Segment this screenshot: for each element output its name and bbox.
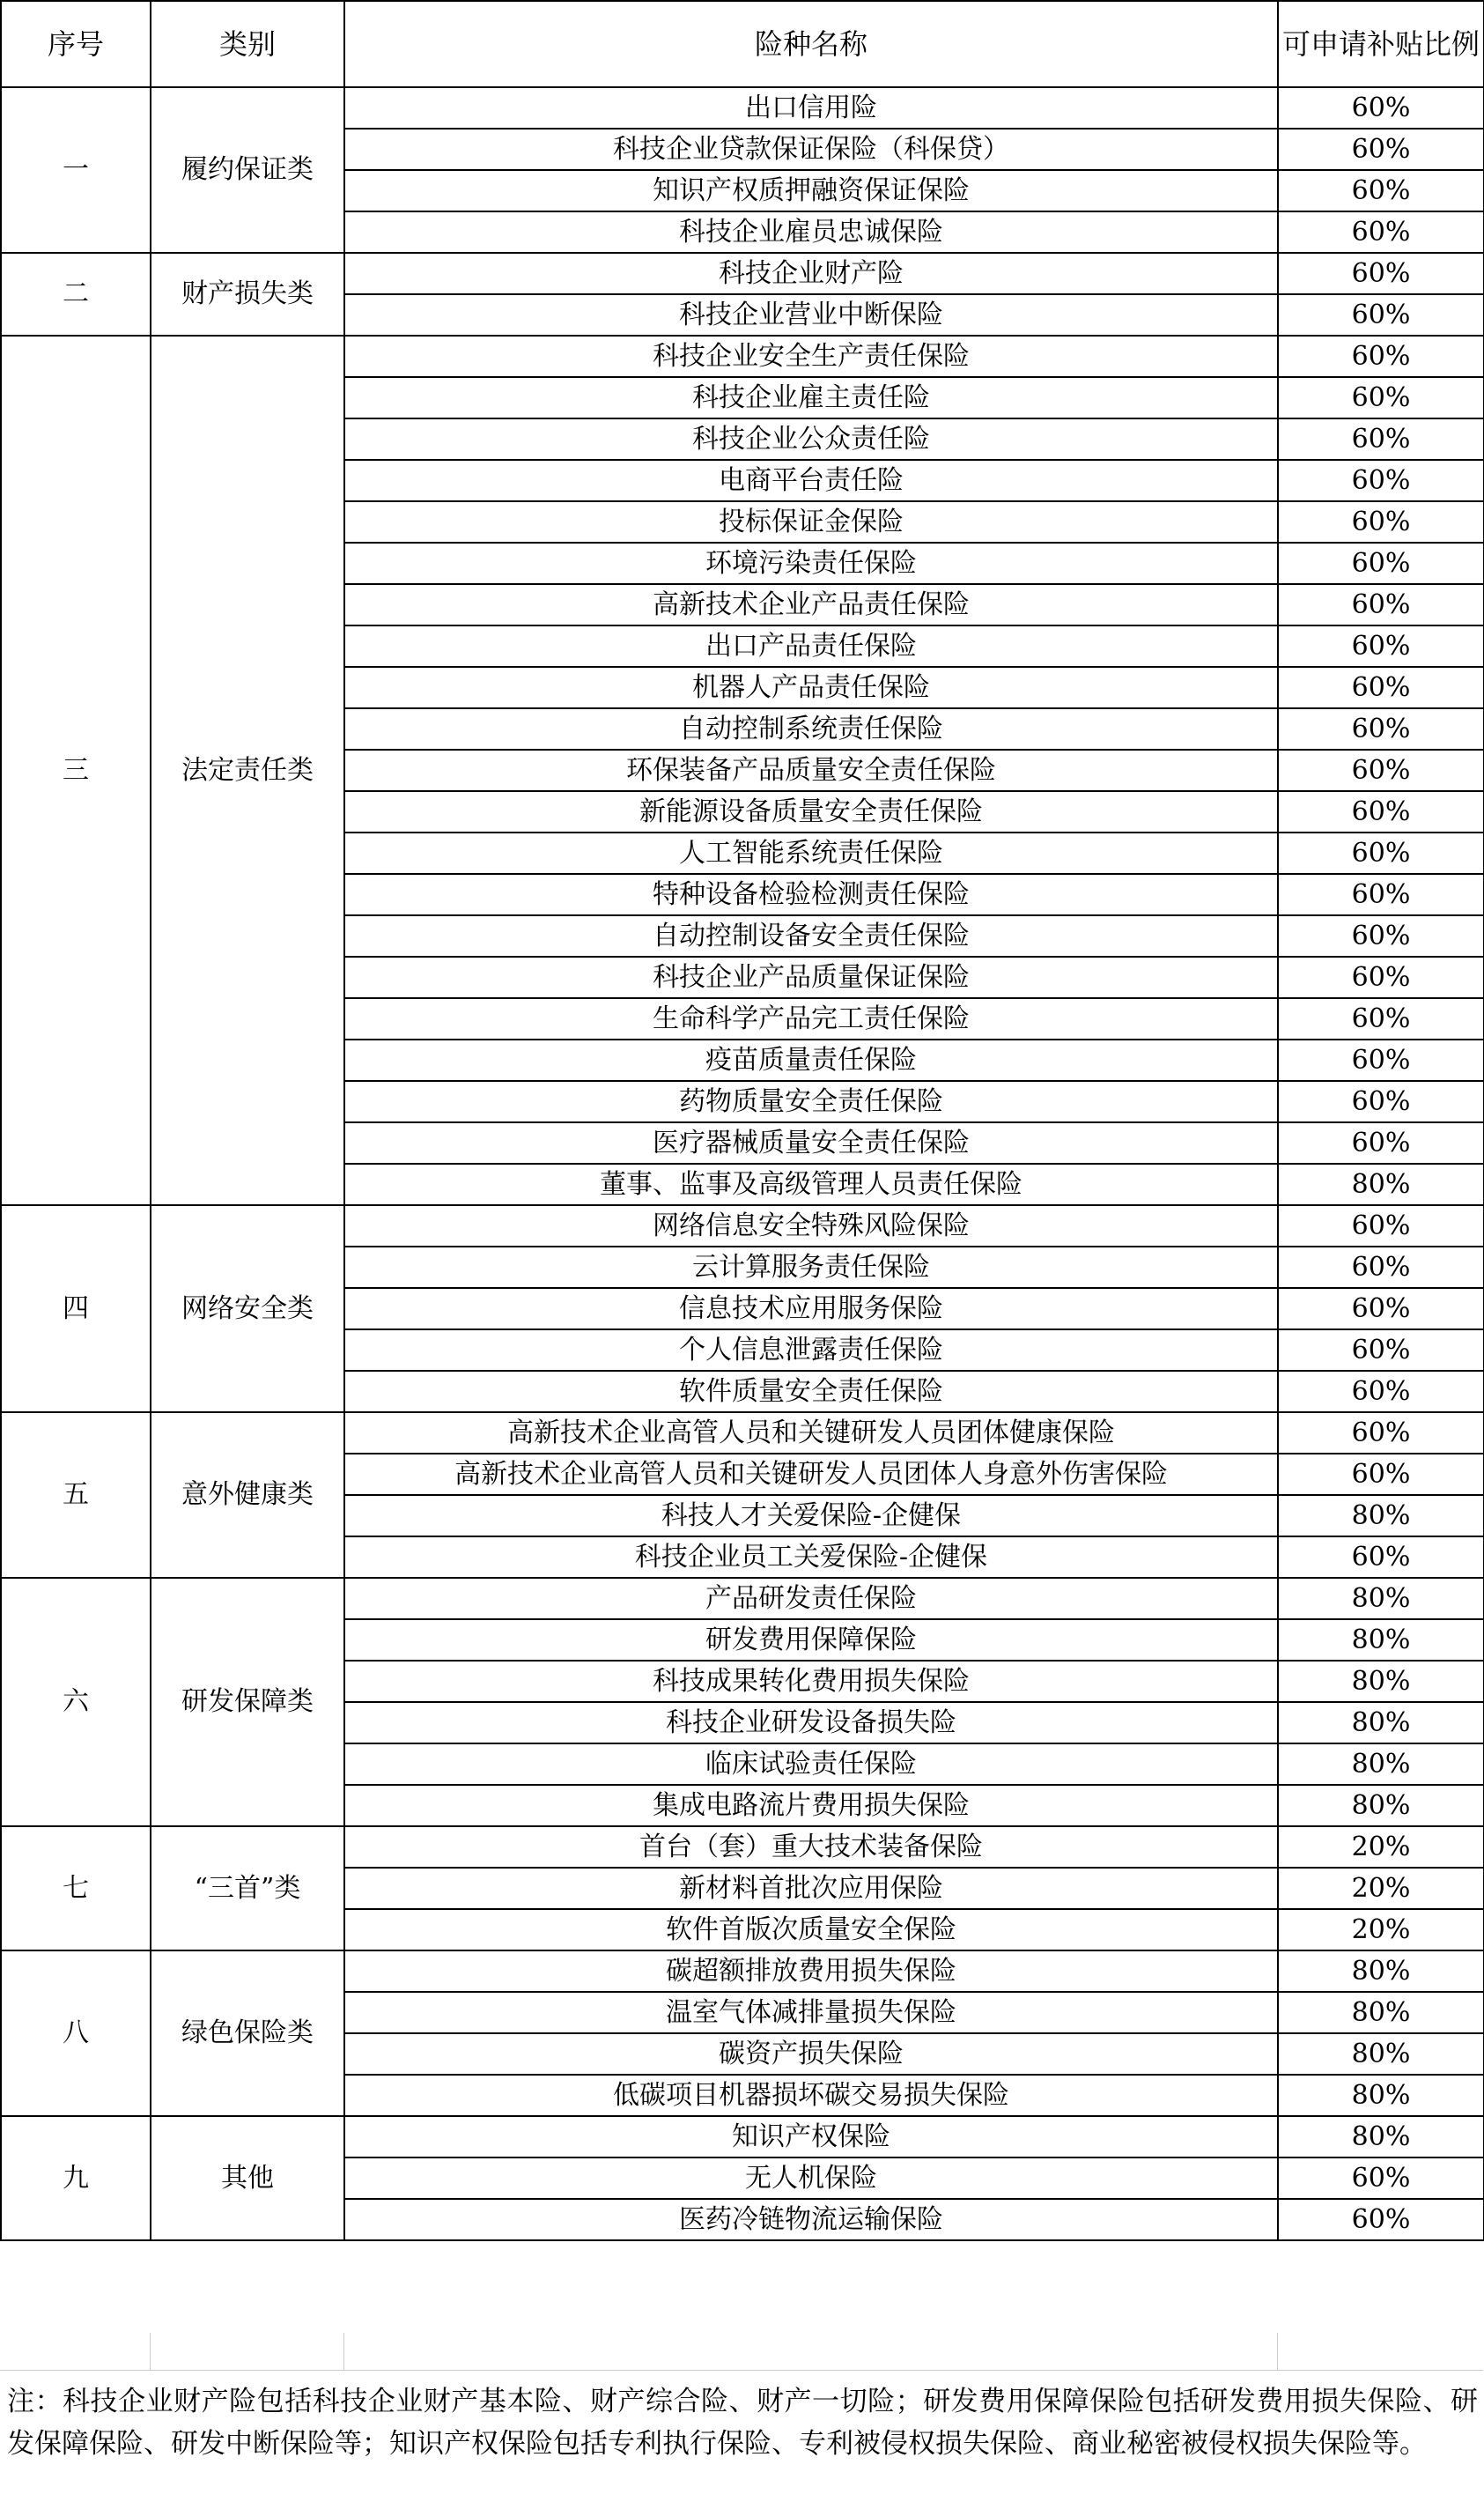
group-seq-cell: 九 (1, 2116, 151, 2240)
header-subsidy-ratio: 可申请补贴比例 (1278, 1, 1484, 87)
header-seq: 序号 (1, 1, 151, 87)
group-seq-cell: 六 (1, 1578, 151, 1826)
group-seq-cell: 七 (1, 1826, 151, 1950)
insurance-name-cell: 生命科学产品完工责任保险 (344, 998, 1278, 1040)
subsidy-ratio-cell: 60% (1278, 1288, 1484, 1329)
subsidy-ratio-cell: 80% (1278, 1578, 1484, 1619)
insurance-name-cell: 科技企业安全生产责任保险 (344, 336, 1278, 377)
subsidy-ratio-cell: 60% (1278, 294, 1484, 336)
insurance-name-cell: 自动控制设备安全责任保险 (344, 915, 1278, 957)
group-seq-cell: 二 (1, 253, 151, 336)
subsidy-ratio-cell: 80% (1278, 1702, 1484, 1743)
subsidy-ratio-cell: 60% (1278, 418, 1484, 460)
insurance-name-cell: 低碳项目机器损坏碳交易损失保险 (344, 2075, 1278, 2116)
subsidy-ratio-cell: 60% (1278, 129, 1484, 170)
table-header-row (1, 1, 1484, 87)
insurance-name-cell: 人工智能系统责任保险 (344, 833, 1278, 874)
subsidy-ratio-cell: 60% (1278, 1122, 1484, 1164)
subsidy-ratio-cell: 60% (1278, 667, 1484, 708)
insurance-name-cell: 知识产权保险 (344, 2116, 1278, 2157)
subsidy-ratio-cell: 60% (1278, 998, 1484, 1040)
subsidy-ratio-cell: 60% (1278, 2199, 1484, 2240)
group-seq-cell: 三 (1, 336, 151, 1205)
insurance-name-cell: 个人信息泄露责任保险 (344, 1329, 1278, 1371)
insurance-name-cell: 知识产权质押融资保证保险 (344, 170, 1278, 211)
insurance-name-cell: 产品研发责任保险 (344, 1578, 1278, 1619)
table-row (1, 87, 1484, 129)
subsidy-ratio-cell: 60% (1278, 87, 1484, 129)
subsidy-ratio-cell: 60% (1278, 1040, 1484, 1081)
insurance-name-cell: 云计算服务责任保险 (344, 1247, 1278, 1288)
insurance-name-cell: 无人机保险 (344, 2157, 1278, 2199)
subsidy-ratio-cell: 60% (1278, 625, 1484, 667)
table-row (1, 1412, 1484, 1454)
subsidy-ratio-cell: 80% (1278, 1661, 1484, 1702)
table-row (1, 253, 1484, 294)
subsidy-ratio-cell: 60% (1278, 1412, 1484, 1454)
subsidy-ratio-cell: 60% (1278, 377, 1484, 418)
insurance-name-cell: 科技企业雇主责任险 (344, 377, 1278, 418)
insurance-name-cell: 投标保证金保险 (344, 501, 1278, 543)
insurance-name-cell: 科技企业雇员忠诚保险 (344, 211, 1278, 253)
insurance-name-cell: 碳资产损失保险 (344, 2033, 1278, 2075)
insurance-name-cell: 医疗器械质量安全责任保险 (344, 1122, 1278, 1164)
insurance-name-cell: 疫苗质量责任保险 (344, 1040, 1278, 1081)
insurance-name-cell: 高新技术企业高管人员和关键研发人员团体人身意外伤害保险 (344, 1454, 1278, 1495)
subsidy-ratio-cell: 60% (1278, 1205, 1484, 1247)
subsidy-ratio-cell: 60% (1278, 1536, 1484, 1578)
insurance-name-cell: 出口信用险 (344, 87, 1278, 129)
insurance-name-cell: 科技企业营业中断保险 (344, 294, 1278, 336)
insurance-name-cell: 高新技术企业产品责任保险 (344, 584, 1278, 625)
subsidy-ratio-cell: 60% (1278, 833, 1484, 874)
group-seq-cell: 五 (1, 1412, 151, 1578)
insurance-name-cell: 科技企业研发设备损失险 (344, 1702, 1278, 1743)
subsidy-ratio-cell: 60% (1278, 501, 1484, 543)
table-body (1, 87, 1484, 2240)
subsidy-ratio-cell: 60% (1278, 957, 1484, 998)
subsidy-ratio-cell: 80% (1278, 1950, 1484, 1992)
table-row (1, 1205, 1484, 1247)
subsidy-ratio-cell: 80% (1278, 1743, 1484, 1785)
insurance-name-cell: 温室气体减排量损失保险 (344, 1992, 1278, 2033)
insurance-name-cell: 信息技术应用服务保险 (344, 1288, 1278, 1329)
group-category-cell: 其他 (151, 2116, 344, 2240)
group-seq-cell: 四 (1, 1205, 151, 1412)
insurance-name-cell: 新材料首批次应用保险 (344, 1868, 1278, 1909)
table-row (1, 336, 1484, 377)
subsidy-ratio-cell: 60% (1278, 1371, 1484, 1412)
group-category-cell: 法定责任类 (151, 336, 344, 1205)
subsidy-ratio-cell: 60% (1278, 750, 1484, 791)
insurance-name-cell: 科技企业产品质量保证保险 (344, 957, 1278, 998)
group-category-cell: 研发保障类 (151, 1578, 344, 1826)
subsidy-ratio-cell: 60% (1278, 170, 1484, 211)
subsidy-ratio-cell: 60% (1278, 1247, 1484, 1288)
insurance-name-cell: 自动控制系统责任保险 (344, 708, 1278, 750)
subsidy-ratio-cell: 20% (1278, 1826, 1484, 1868)
group-seq-cell: 八 (1, 1950, 151, 2116)
insurance-name-cell: 环保装备产品质量安全责任保险 (344, 750, 1278, 791)
insurance-name-cell: 医药冷链物流运输保险 (344, 2199, 1278, 2240)
insurance-name-cell: 软件首版次质量安全保险 (344, 1909, 1278, 1950)
subsidy-ratio-cell: 60% (1278, 791, 1484, 833)
insurance-name-cell: 新能源设备质量安全责任保险 (344, 791, 1278, 833)
insurance-name-cell: 特种设备检验检测责任保险 (344, 874, 1278, 915)
insurance-name-cell: 董事、监事及高级管理人员责任保险 (344, 1164, 1278, 1205)
insurance-name-cell: 环境污染责任保险 (344, 543, 1278, 584)
subsidy-ratio-cell: 80% (1278, 2033, 1484, 2075)
subsidy-ratio-cell: 60% (1278, 211, 1484, 253)
insurance-name-cell: 科技人才关爱保险-企健保 (344, 1495, 1278, 1536)
subsidy-ratio-cell: 60% (1278, 543, 1484, 584)
group-category-cell: 网络安全类 (151, 1205, 344, 1412)
subsidy-ratio-cell: 80% (1278, 1164, 1484, 1205)
insurance-name-cell: 出口产品责任保险 (344, 625, 1278, 667)
footnote: 注：科技企业财产险包括科技企业财产基本险、财产综合险、财产一切险；研发费用保障保险包括研发费用损失保险、研发保障保险、研发中断保险等；知识产权保险包括专利执行保险、专利被侵权损失保险、商业秘密被侵权损失保险等。 (7, 2386, 1478, 2460)
insurance-name-cell: 首台（套）重大技术装备保险 (344, 1826, 1278, 1868)
group-category-cell: 财产损失类 (151, 253, 344, 336)
group-seq-cell: 一 (1, 87, 151, 253)
insurance-name-cell: 集成电路流片费用损失保险 (344, 1785, 1278, 1826)
subsidy-ratio-cell: 60% (1278, 708, 1484, 750)
subsidy-ratio-cell: 20% (1278, 1868, 1484, 1909)
subsidy-ratio-cell: 60% (1278, 2157, 1484, 2199)
subsidy-ratio-cell: 60% (1278, 336, 1484, 377)
insurance-name-cell: 软件质量安全责任保险 (344, 1371, 1278, 1412)
insurance-name-cell: 科技企业公众责任险 (344, 418, 1278, 460)
subsidy-ratio-cell: 60% (1278, 915, 1484, 957)
group-category-cell: 绿色保险类 (151, 1950, 344, 2116)
subsidy-ratio-cell: 60% (1278, 253, 1484, 294)
subsidy-ratio-cell: 80% (1278, 2075, 1484, 2116)
insurance-name-cell: 网络信息安全特殊风险保险 (344, 1205, 1278, 1247)
insurance-name-cell: 科技成果转化费用损失保险 (344, 1661, 1278, 1702)
table-row (1, 2116, 1484, 2157)
insurance-name-cell: 药物质量安全责任保险 (344, 1081, 1278, 1122)
table-row (1, 1950, 1484, 1992)
blank-row (0, 2333, 1483, 2371)
insurance-name-cell: 科技企业贷款保证保险（科保贷） (344, 129, 1278, 170)
insurance-name-cell: 科技企业员工关爱保险-企健保 (344, 1536, 1278, 1578)
group-category-cell: 意外健康类 (151, 1412, 344, 1578)
insurance-name-cell: 研发费用保障保险 (344, 1619, 1278, 1661)
header-category: 类别 (151, 1, 344, 87)
subsidy-ratio-cell: 80% (1278, 1785, 1484, 1826)
insurance-name-cell: 碳超额排放费用损失保险 (344, 1950, 1278, 1992)
subsidy-ratio-cell: 20% (1278, 1909, 1484, 1950)
subsidy-ratio-cell: 60% (1278, 1081, 1484, 1122)
insurance-name-cell: 电商平台责任险 (344, 460, 1278, 501)
insurance-name-cell: 高新技术企业高管人员和关键研发人员团体健康保险 (344, 1412, 1278, 1454)
subsidy-ratio-cell: 60% (1278, 460, 1484, 501)
subsidy-ratio-cell: 60% (1278, 1454, 1484, 1495)
subsidy-ratio-cell: 80% (1278, 1495, 1484, 1536)
subsidy-ratio-cell: 60% (1278, 874, 1484, 915)
insurance-name-cell: 临床试验责任保险 (344, 1743, 1278, 1785)
header-insurance-name: 险种名称 (344, 1, 1278, 87)
subsidy-ratio-cell: 80% (1278, 1992, 1484, 2033)
subsidy-ratio-cell: 60% (1278, 584, 1484, 625)
table-row (1, 1578, 1484, 1619)
table-row (1, 1826, 1484, 1868)
insurance-name-cell: 机器人产品责任保险 (344, 667, 1278, 708)
subsidy-ratio-cell: 80% (1278, 1619, 1484, 1661)
subsidy-ratio-cell: 60% (1278, 1329, 1484, 1371)
insurance-name-cell: 科技企业财产险 (344, 253, 1278, 294)
group-category-cell: “三首”类 (151, 1826, 344, 1950)
subsidy-ratio-cell: 80% (1278, 2116, 1484, 2157)
group-category-cell: 履约保证类 (151, 87, 344, 253)
